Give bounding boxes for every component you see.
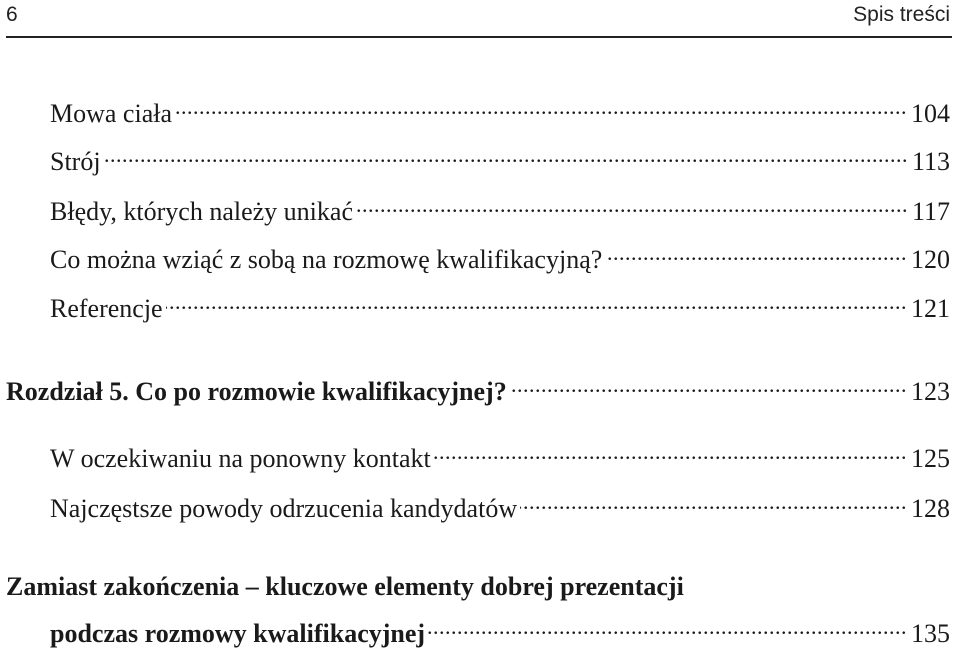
toc-entry-page: 121 [911, 294, 950, 323]
dot-leader [434, 437, 907, 467]
toc-entry[interactable] [50, 287, 950, 324]
toc-entry[interactable] [50, 190, 950, 227]
toc-chapter-page: 123 [911, 377, 950, 406]
toc-entry[interactable] [50, 140, 950, 177]
toc-entry-page: 113 [911, 147, 950, 176]
toc-conclusion-title-line2: podczas rozmowy kwalifikacyjnej [50, 619, 426, 648]
dot-leader [356, 190, 908, 220]
toc-entry-title: Co można wziąć z sobą na rozmowę kwalifikacyjną? [50, 245, 603, 274]
dot-leader [175, 92, 907, 122]
toc-conclusion-title-line1[interactable]: Zamiast zakończenia – kluczowe elementy dobrej prezentacji [6, 572, 684, 601]
dot-leader [428, 612, 907, 642]
toc-entry-page: 120 [911, 245, 950, 274]
toc-entry-page: 104 [911, 99, 950, 128]
toc-entry[interactable] [50, 437, 950, 474]
toc-entry[interactable] [50, 487, 950, 524]
toc-entry-title: Referencje [50, 294, 163, 323]
toc-conclusion-entry[interactable] [50, 612, 950, 649]
dot-leader [605, 238, 907, 268]
page-header [6, 0, 950, 36]
header-rule [6, 36, 952, 38]
dot-leader [520, 487, 907, 517]
dot-leader [510, 370, 907, 400]
toc-entry-title: Strój [50, 147, 101, 176]
toc-entry-title: W oczekiwaniu na ponowny kontakt [50, 444, 431, 473]
toc-entry-page: 128 [911, 494, 950, 523]
toc-entry-page: 117 [911, 197, 950, 226]
running-title: Spis treści [853, 3, 950, 26]
toc-entry-title: Mowa ciała [50, 99, 173, 128]
toc-entry-title: Błędy, których należy unikać [50, 197, 353, 226]
dot-leader [104, 140, 908, 170]
toc-entry[interactable] [50, 92, 950, 129]
toc-chapter-entry[interactable] [6, 370, 950, 407]
toc-entry-page: 125 [911, 444, 950, 473]
dot-leader [166, 287, 907, 317]
toc-entry-title: Najczęstsze powody odrzucenia kandydatów [50, 494, 518, 523]
toc-entry[interactable] [50, 238, 950, 275]
toc-chapter-title: Rozdział 5. Co po rozmowie kwalifikacyjnej? [6, 377, 507, 406]
toc-conclusion-page: 135 [911, 619, 950, 648]
page-number: 6 [6, 3, 18, 26]
